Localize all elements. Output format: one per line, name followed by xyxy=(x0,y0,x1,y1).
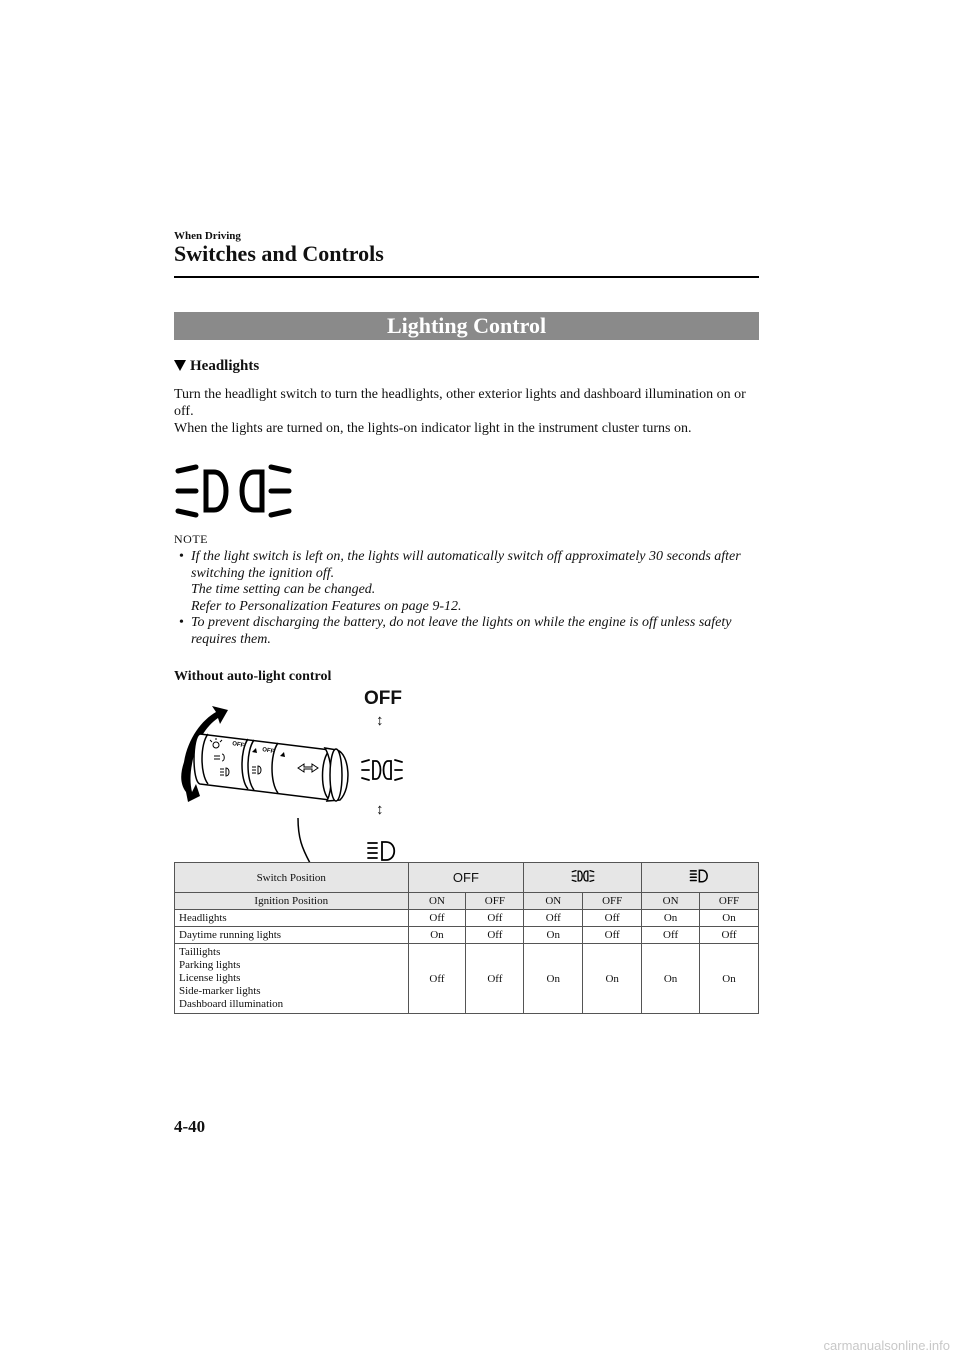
headlights-description xyxy=(174,386,764,437)
paragraph: When the lights are turned on, the lights-on indicator light in the instrument cluster turns on. xyxy=(174,421,692,436)
table-cell: On xyxy=(408,927,466,944)
table-cell: On xyxy=(642,944,700,1014)
paragraph: Turn the headlight switch to turn the headlights, other exterior lights and dashboard illumination on or off. xyxy=(174,387,746,419)
headlights-heading xyxy=(174,358,259,375)
switch-position-label: Switch Position xyxy=(175,863,409,893)
table-cell: Off xyxy=(700,927,759,944)
row-label-line: License lights xyxy=(179,972,241,984)
table-cell: Off xyxy=(583,927,642,944)
headlight-icon xyxy=(689,869,711,883)
ignition-cell: ON xyxy=(408,893,466,910)
note-list xyxy=(174,549,764,648)
parking-lights-icon xyxy=(569,869,597,883)
table-row xyxy=(175,910,759,927)
lever-off-label: OFF xyxy=(261,747,275,756)
table-cell: On xyxy=(583,944,642,1014)
ignition-cell: ON xyxy=(642,893,700,910)
row-label-line: Parking lights xyxy=(179,959,241,971)
row-label xyxy=(175,944,409,1014)
table-cell: On xyxy=(524,927,583,944)
bullet: • xyxy=(179,549,184,564)
table-cell: On xyxy=(700,910,759,927)
light-status-table xyxy=(174,862,759,1014)
ignition-cell: OFF xyxy=(583,893,642,910)
note-item xyxy=(174,615,764,648)
note-line: Refer to Personalization Features on page 9-12. xyxy=(191,598,462,614)
row-label: Daytime running lights xyxy=(175,927,409,944)
switch-position-off: OFF xyxy=(408,863,524,893)
ignition-cell: OFF xyxy=(466,893,524,910)
note-item xyxy=(174,549,764,615)
table-cell: On xyxy=(524,944,583,1014)
watermark: carmanualsonline.info xyxy=(823,1338,950,1353)
table-cell: Off xyxy=(466,910,524,927)
row-label: Headlights xyxy=(175,910,409,927)
table-cell: On xyxy=(700,944,759,1014)
ignition-position-label: Ignition Position xyxy=(175,893,409,910)
parking-lights-icon xyxy=(360,757,404,783)
page-number: 4-40 xyxy=(174,1117,206,1136)
table-cell: On xyxy=(642,910,700,927)
lights-on-indicator-icon xyxy=(174,462,294,520)
table-cell: Off xyxy=(408,944,466,1014)
table-cell: Off xyxy=(408,910,466,927)
switch-position-parking xyxy=(524,863,642,893)
ignition-cell: OFF xyxy=(700,893,759,910)
table-row xyxy=(175,927,759,944)
table-cell: Off xyxy=(583,910,642,927)
header-rule xyxy=(174,276,759,278)
note-line: The time setting can be changed. xyxy=(191,582,376,597)
note-line: To prevent discharging the battery, do not leave the lights on while the engine is off unless safety requires them. xyxy=(191,615,732,647)
note-label: NOTE xyxy=(174,532,208,546)
headlight-icon xyxy=(366,840,400,862)
table-header-row xyxy=(175,863,759,893)
switch-position-headlights xyxy=(642,863,759,893)
row-label-line: Taillights xyxy=(179,946,221,958)
bullet: • xyxy=(179,615,184,630)
headlights-heading-text: Headlights xyxy=(190,358,260,374)
row-label-line: Dashboard illumination xyxy=(179,998,284,1010)
ignition-cell: ON xyxy=(524,893,583,910)
triangle-marker-icon xyxy=(174,360,186,371)
lighting-control-banner: Lighting Control xyxy=(174,312,759,340)
table-cell: Off xyxy=(466,927,524,944)
chapter-title: Switches and Controls xyxy=(174,241,384,266)
position-arrow-icon: ↕ xyxy=(376,713,384,729)
without-auto-light-heading: Without auto-light control xyxy=(174,669,332,684)
table-cell: Off xyxy=(642,927,700,944)
row-label-line: Side-marker lights xyxy=(179,985,261,997)
ignition-row xyxy=(175,893,759,910)
table-cell: Off xyxy=(524,910,583,927)
note-line: If the light switch is left on, the lights will automatically switch off approximately 30 seconds after switching the ignition off. xyxy=(191,549,741,581)
section-label: When Driving xyxy=(174,230,241,242)
lever-off-label: OFF xyxy=(231,741,245,750)
table-row xyxy=(175,944,759,1014)
off-position-label: OFF xyxy=(364,688,402,709)
position-arrow-icon: ↕ xyxy=(376,802,384,818)
table-cell: Off xyxy=(466,944,524,1014)
